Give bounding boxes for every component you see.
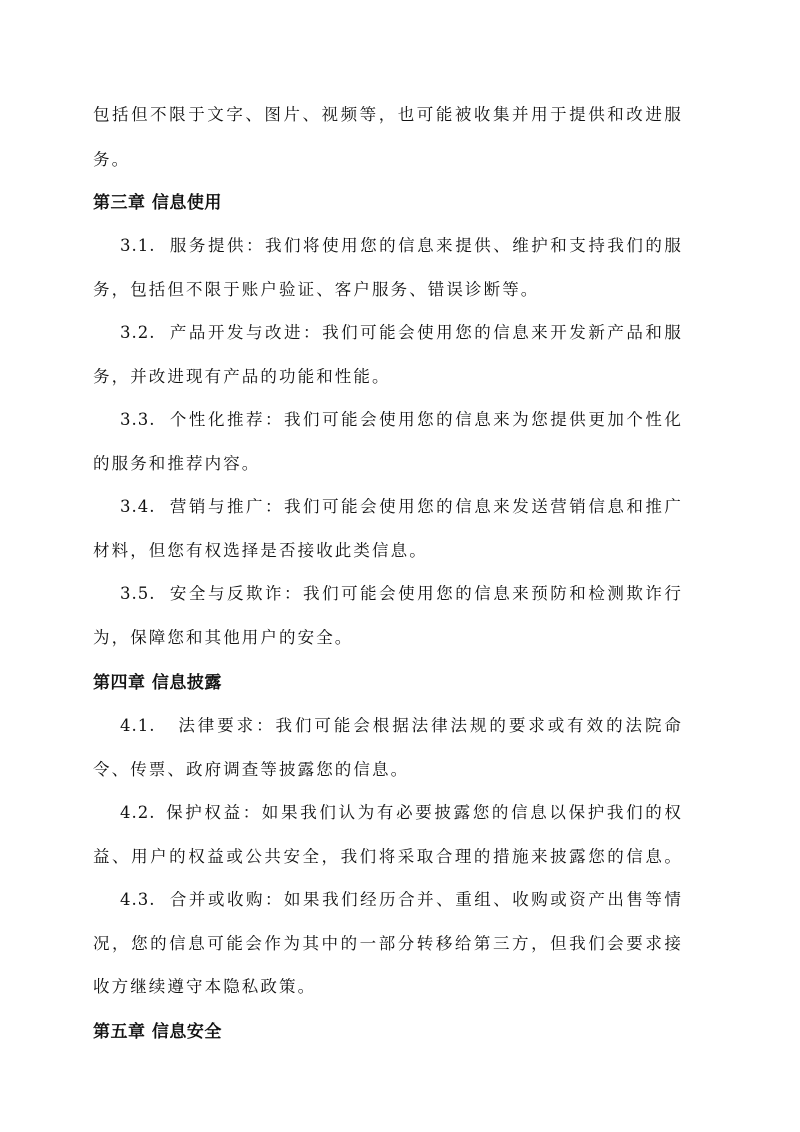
chapter-5-heading: 第五章 信息安全: [93, 1022, 222, 1042]
chapter-3-heading: 第三章 信息使用: [93, 193, 222, 213]
clause-4-3-line1: 4.3. 合并或收购：如果我们经历合并、重组、收购或资产出售等情: [120, 890, 683, 909]
clause-number: 4.1.: [120, 716, 156, 735]
clause-4-1-line1: 4.1. 法律要求：我们可能会根据法律法规的要求或有效的法院命: [120, 716, 683, 735]
paragraph-line: 务。: [93, 150, 131, 169]
clause-3-5-line2: 为，保障您和其他用户的安全。: [93, 628, 354, 647]
clause-3-1-line1: 3.1. 服务提供：我们将使用您的信息来提供、维护和支持我们的服: [120, 236, 683, 255]
clause-number: 4.3.: [120, 890, 156, 909]
clause-number: 3.3.: [120, 410, 156, 429]
clause-4-2-line1: 4.2. 保护权益：如果我们认为有必要披露您的信息以保护我们的权: [120, 803, 683, 822]
clause-number: 3.5.: [120, 584, 156, 603]
clause-3-3-line1: 3.3. 个性化推荐：我们可能会使用您的信息来为您提供更加个性化: [120, 410, 683, 429]
clause-4-1-line2: 令、传票、政府调查等披露您的信息。: [93, 760, 410, 779]
clause-4-3-line3: 收方继续遵守本隐私政策。: [93, 977, 317, 996]
clause-number: 3.2.: [120, 323, 156, 342]
clause-3-4-line1: 3.4. 营销与推广：我们可能会使用您的信息来发送营销信息和推广: [120, 497, 683, 516]
clause-number: 3.4.: [120, 497, 156, 516]
clause-4-3-line2: 况，您的信息可能会作为其中的一部分转移给第三方，但我们会要求接: [93, 934, 683, 953]
clause-3-4-line2: 材料，但您有权选择是否接收此类信息。: [93, 541, 428, 560]
clause-3-2-line1: 3.2. 产品开发与改进：我们可能会使用您的信息来开发新产品和服: [120, 323, 683, 342]
clause-4-2-line2: 益、用户的权益或公共安全，我们将采取合理的措施来披露您的信息。: [93, 847, 683, 866]
clause-number: 3.1.: [120, 236, 156, 255]
clause-3-2-line2: 务，并改进现有产品的功能和性能。: [93, 367, 391, 386]
paragraph-line: 包括但不限于文字、图片、视频等，也可能被收集并用于提供和改进服: [93, 105, 683, 124]
clause-3-1-line2: 务，包括但不限于账户验证、客户服务、错误诊断等。: [93, 280, 540, 299]
clause-number: 4.2.: [120, 803, 156, 822]
clause-3-3-line2: 的服务和推荐内容。: [93, 454, 261, 473]
clause-3-5-line1: 3.5. 安全与反欺诈：我们可能会使用您的信息来预防和检测欺诈行: [120, 584, 683, 603]
chapter-4-heading: 第四章 信息披露: [93, 673, 222, 693]
